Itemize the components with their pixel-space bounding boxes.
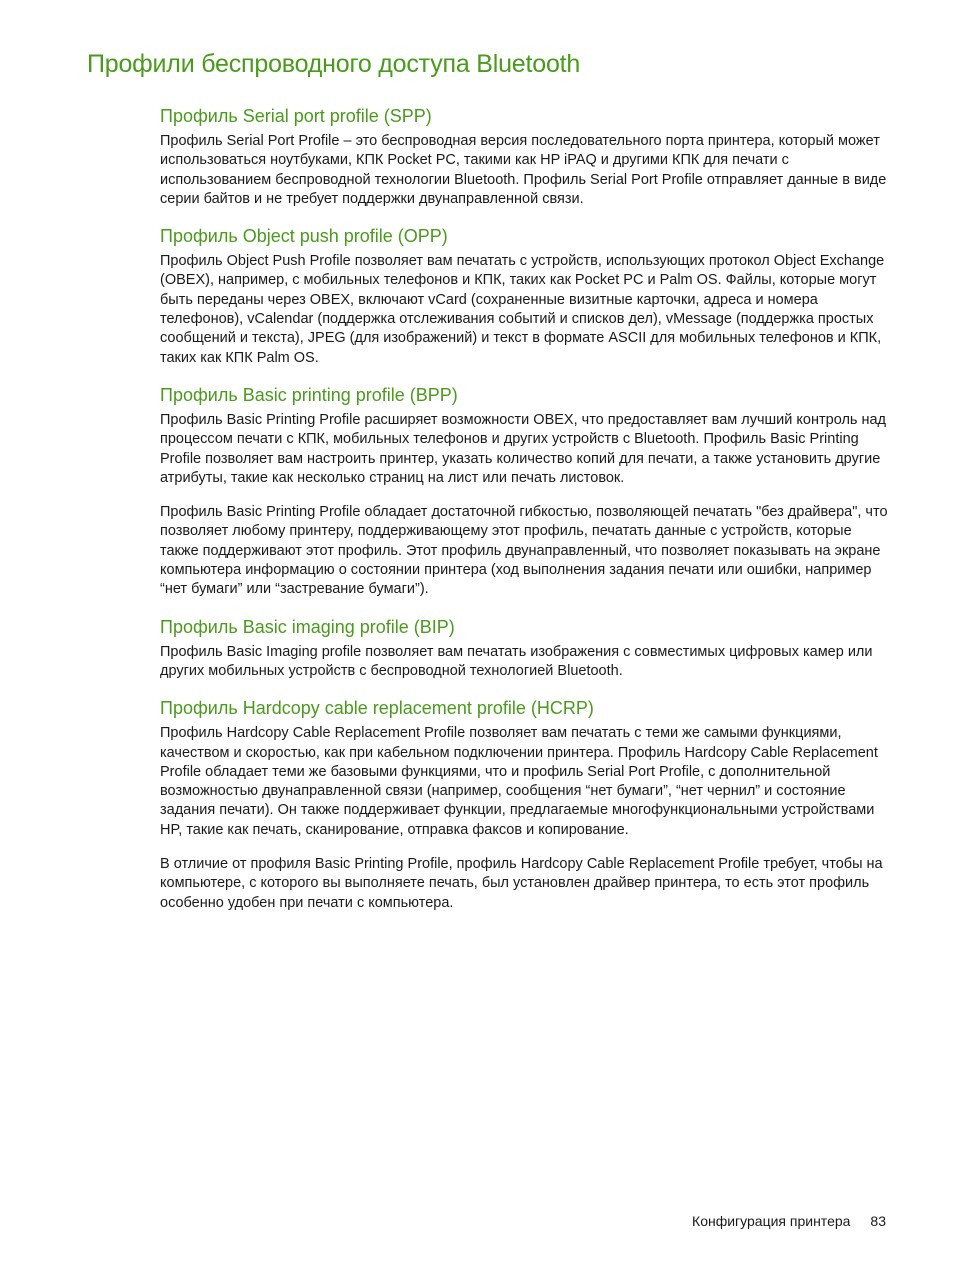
paragraph: В отличие от профиля Basic Printing Profile, профиль Hardcopy Cable Replacement Profile требует, чтобы на компьютере, с которого вы выполняете печать, был установлен драйвер принтера, то есть этот профиль особенно удобен при печати с компьютера.: [160, 856, 883, 911]
section-heading: Профиль Serial port profile (SPP): [160, 106, 432, 126]
document-body: [160, 104, 888, 928]
section-heading: Профиль Basic imaging profile (BIP): [160, 616, 455, 637]
section-bip: [160, 615, 888, 682]
paragraph: Профиль Basic Imaging profile позволяет вам печатать изображения с совместимых цифровых камер или других мобильных устройств с беспроводной технологией Bluetooth.: [160, 643, 873, 679]
paragraph: Профиль Serial Port Profile – это беспроводная версия последовательного порта принтера, который может использоваться ноутбуками, КПК Pocket PC, такими как HP iPAQ и другими КПК для печати с использованием беспроводной технологии Bluetooth. Профиль Serial Port Profile отправляет данные в виде серии байтов и не требует поддержки двунаправленной связи.: [160, 133, 887, 207]
section-bpp: [160, 383, 888, 600]
page-number: 83: [870, 1213, 886, 1229]
paragraph: Профиль Basic Printing Profile расширяет возможности OBEX, что предоставляет вам лучший контроль над процессом печати с КПК, мобильных телефонов и других устройств с Bluetooth. Профиль Basic Printing Profile позволяет вам настроить принтер, указать количество копий для печати, а также установить другие атрибуты, такие как несколько страниц на лист или печать листовок.: [160, 411, 887, 486]
footer-section-name: Конфигурация принтера: [692, 1213, 851, 1229]
paragraph: Профиль Object Push Profile позволяет вам печатать с устройств, использующих протокол Object Exchange (OBEX), например, с мобильных телефонов и КПК, таких как Pocket PC и Palm OS. Файлы, которые могут быть переданы через OBEX, включают vCard (сохраненные визитные карточки, адреса и номера телефонов), vCalendar (поддержка отслеживания событий и списков дел), vMessage (поддержка простых сообщений и текста), JPEG (для изображений) и текст в формате ASCII для мобильных телефонов и КПК, таких как КПК Palm OS.: [160, 253, 885, 366]
paragraph: Профиль Basic Printing Profile обладает достаточной гибкостью, позволяющей печатать "без драйвера", что позволяет любому принтеру, поддерживающему этот профиль, печатать данные с устройств, которые также поддерживают этот профиль. Этот профиль двунаправленный, что позволяет показывать на экране компьютера информацию о состоянии принтера (ход выполнения задания печати или ошибки, например “нет бумаги” или “застревание бумаги”).: [160, 504, 888, 598]
section-spp: [160, 104, 888, 209]
page-footer: [692, 1213, 886, 1229]
section-heading: Профиль Hardcopy cable replacement profile (HCRP): [160, 698, 594, 719]
section-heading: Профиль Basic printing profile (BPP): [160, 384, 458, 405]
page-title: Профили беспроводного доступа Bluetooth: [87, 50, 581, 78]
paragraph: Профиль Hardcopy Cable Replacement Profile позволяет вам печатать с теми же самыми функциями, качеством и скоростью, как при кабельном подключении принтера. Профиль Hardcopy Cable Replacement Profile обладает теми же базовыми функциями, что и профиль Serial Port Profile, с дополнительной возможностью двунаправленной связи (например, сообщения “нет бумаги”, “нет чернил” и состояние задания печати). Он также поддерживает функции, предлагаемые многофункциональными устройствами HP, такие как печать, сканирование, отправка факсов и копирование.: [160, 725, 878, 838]
section-hcrp: [160, 696, 888, 913]
section-opp: [160, 224, 888, 368]
section-heading: Профиль Object push profile (OPP): [160, 226, 448, 247]
